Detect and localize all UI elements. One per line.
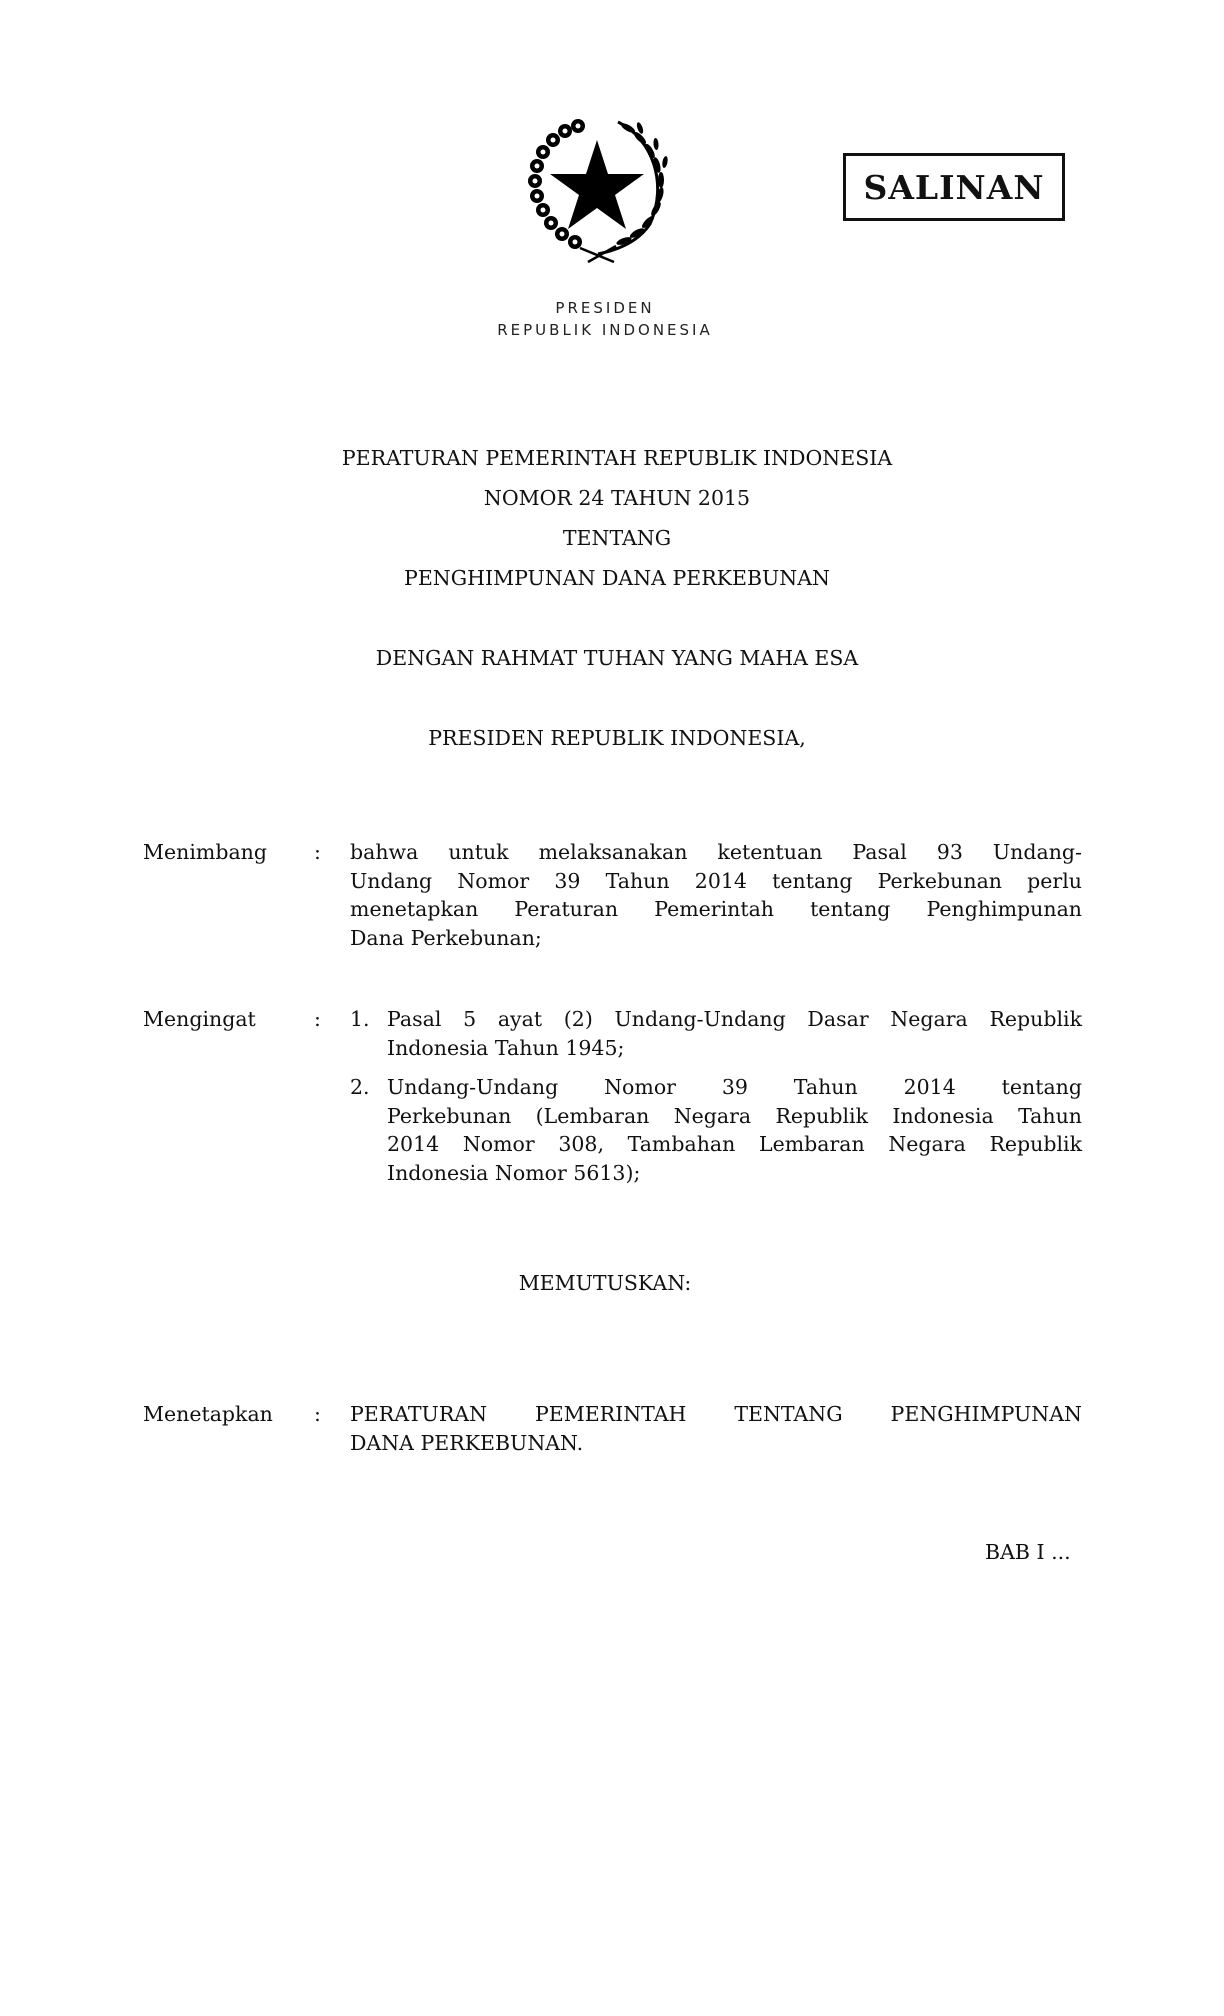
menetapkan-line: DANA PERKEBUNAN. (350, 1430, 584, 1455)
page-continuation: BAB I ... (985, 1540, 1071, 1564)
presidential-emblem-icon (518, 114, 676, 266)
colon: : (314, 1007, 321, 1031)
letterhead-presiden: PRESIDEN (555, 299, 655, 317)
item-line: Indonesia Tahun 1945; (387, 1035, 625, 1060)
menetapkan-section (143, 1400, 1083, 1460)
menimbang-line: bahwa untuk melaksanakan ketentuan Pasal 93 Undang- (350, 840, 1082, 864)
mengingat-item (350, 1073, 1082, 1187)
mengingat-item (350, 1005, 1082, 1062)
item-number: 2. (350, 1075, 370, 1099)
mengingat-label: Mengingat (143, 1007, 256, 1031)
item-line: 2014 Nomor 308, Tambahan Lembaran Negara Republik (387, 1132, 1082, 1156)
letterhead-republik-indonesia: REPUBLIK INDONESIA (497, 321, 713, 339)
mengingat-section (143, 1005, 1083, 1205)
item-line: Perkebunan (Lembaran Negara Republik Indonesia Tahun (387, 1103, 1082, 1128)
item-line: Indonesia Nomor 5613); (387, 1160, 641, 1185)
menimbang-line: Dana Perkebunan; (350, 925, 542, 950)
title-tentang: TENTANG (562, 526, 672, 550)
menetapkan-line: PERATURAN PEMERINTAH TENTANG PENGHIMPUNAN (350, 1402, 1082, 1426)
item-number: 1. (350, 1007, 370, 1031)
menimbang-line: Undang Nomor 39 Tahun 2014 tentang Perkebunan perlu (350, 868, 1082, 893)
colon: : (314, 840, 321, 864)
menimbang-label: Menimbang (143, 840, 267, 864)
authority: PRESIDEN REPUBLIK INDONESIA, (428, 726, 806, 750)
item-line: Pasal 5 ayat (2) Undang-Undang Dasar Negara Republik (387, 1007, 1082, 1031)
decision-heading: MEMUTUSKAN: (518, 1271, 692, 1295)
menetapkan-label: Menetapkan (143, 1402, 273, 1426)
mengingat-list (350, 1005, 1082, 1198)
colon: : (314, 1402, 321, 1426)
menimbang-line: menetapkan Peraturan Pemerintah tentang Penghimpunan (350, 897, 1082, 921)
menetapkan-text (350, 1400, 1082, 1457)
salinan-stamp: SALINAN (843, 153, 1065, 221)
invocation: DENGAN RAHMAT TUHAN YANG MAHA ESA (375, 646, 859, 670)
title-number: NOMOR 24 TAHUN 2015 (483, 486, 751, 510)
title-line-1: PERATURAN PEMERINTAH REPUBLIK INDONESIA (341, 446, 893, 470)
menimbang-text (350, 838, 1082, 952)
title-subject: PENGHIMPUNAN DANA PERKEBUNAN (404, 566, 830, 590)
menimbang-section (143, 838, 1083, 958)
item-line: Undang-Undang Nomor 39 Tahun 2014 tentang (387, 1075, 1082, 1099)
